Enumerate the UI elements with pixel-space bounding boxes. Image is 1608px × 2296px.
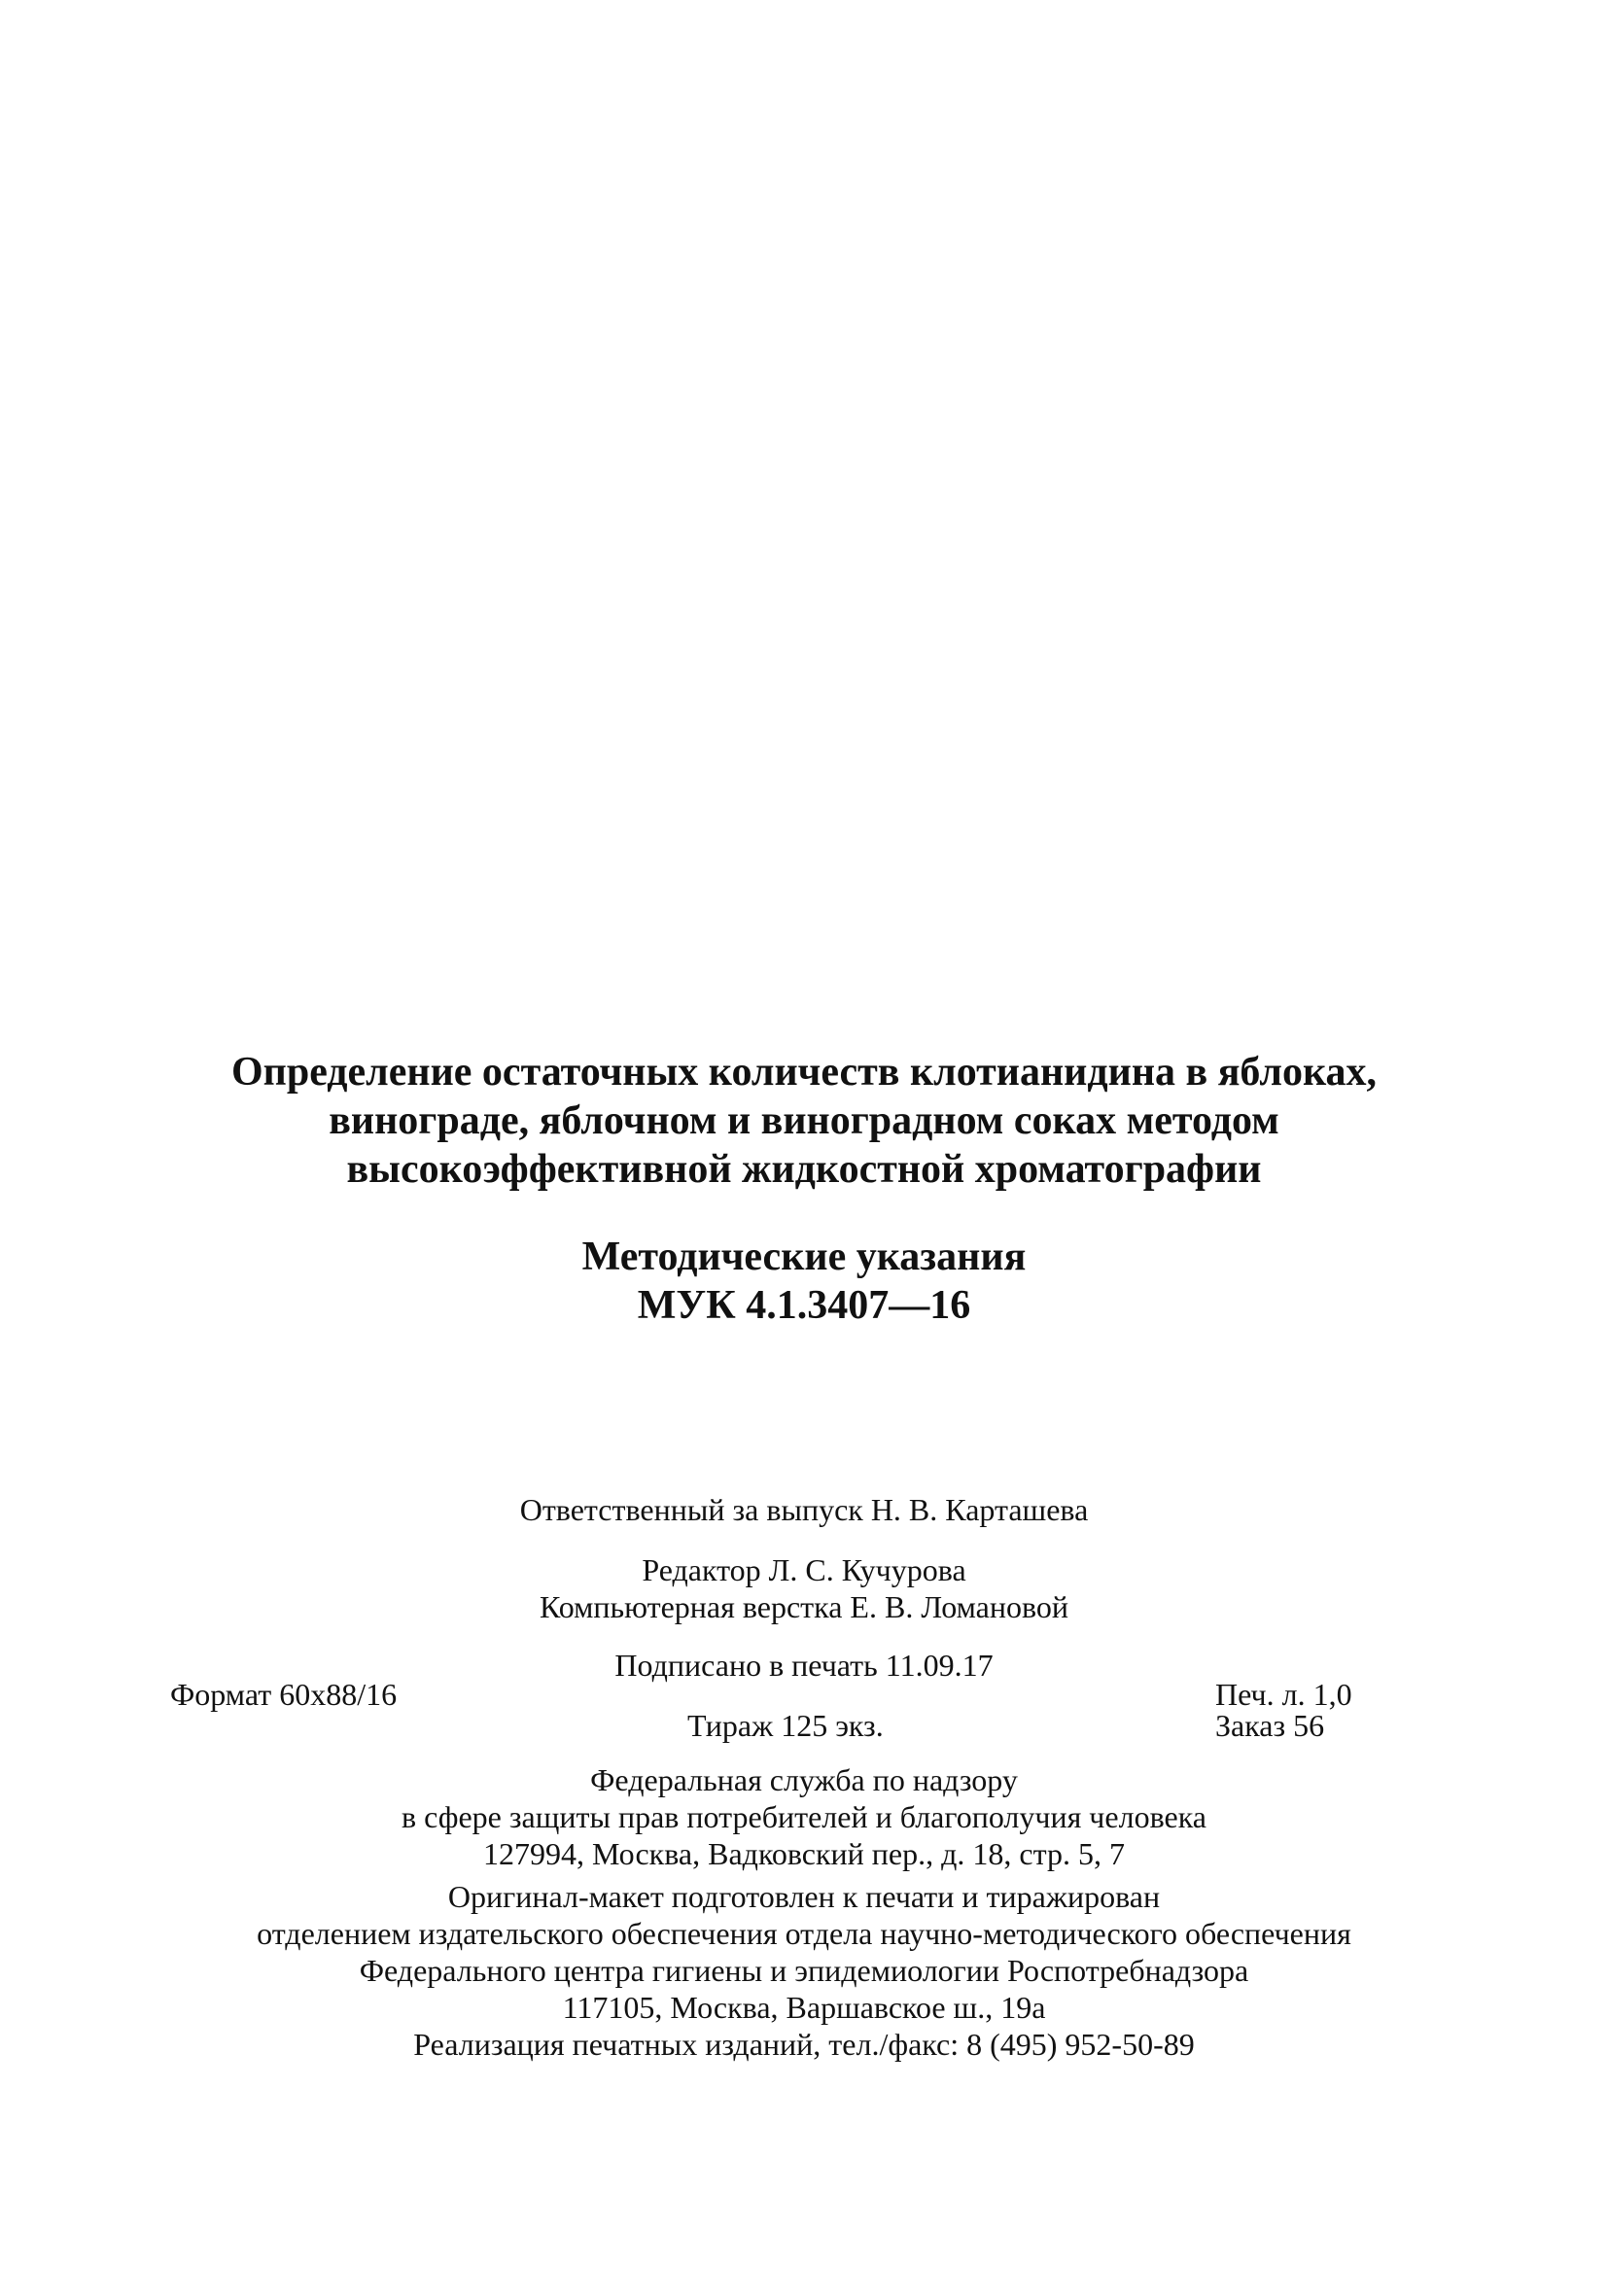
publisher-line-1: Федеральная служба по надзору — [590, 1762, 1018, 1797]
printer-line-3: Федерального центра гигиены и эпидемиологии Роспотребнадзора — [359, 1953, 1249, 1988]
document-title — [0, 1048, 1608, 1194]
publisher-block — [0, 1761, 1608, 1872]
publisher-line-2: в сфере защиты прав потребителей и благополучия человека — [402, 1799, 1206, 1834]
publisher-line-3: 127994, Москва, Вадковский пер., д. 18, стр. 5, 7 — [483, 1836, 1125, 1871]
printer-line-5: Реализация печатных изданий, тел./факс: 8 (495) 952-50-89 — [413, 2027, 1195, 2062]
title-line-1: Определение остаточных количеств клотианидина в яблоках, — [230, 1050, 1378, 1095]
order-number: Заказ 56 — [1215, 1708, 1325, 1743]
document-designation — [0, 1233, 1608, 1330]
printer-line-2: отделением издательского обеспечения отдела научно-методического обеспечения — [257, 1916, 1351, 1951]
responsible-person: Ответственный за выпуск Н. В. Карташева — [519, 1492, 1089, 1527]
layout-designer: Компьютерная верстка Е. В. Ломановой — [540, 1589, 1068, 1624]
document-type: Методические указания — [581, 1235, 1027, 1279]
printer-block — [0, 1878, 1608, 2063]
print-sheets: Печ. л. 1,0 — [1215, 1677, 1352, 1712]
circulation: Тираж 125 экз. — [687, 1708, 884, 1743]
title-line-3: высокоэффективной жидкостной хроматографии — [346, 1147, 1262, 1192]
document-code: МУК 4.1.3407—16 — [637, 1283, 971, 1328]
print-format: Формат 60x88/16 — [170, 1677, 398, 1712]
editor: Редактор Л. С. Кучурова — [642, 1552, 966, 1587]
signed-date: Подписано в печать 11.09.17 — [614, 1648, 994, 1683]
printer-line-1: Оригинал-макет подготовлен к печати и тиражирован — [447, 1879, 1161, 1914]
title-line-2: винограде, яблочном и виноградном соках методом — [329, 1098, 1279, 1143]
printer-line-4: 117105, Москва, Варшавское ш., 19а — [562, 1990, 1046, 2025]
